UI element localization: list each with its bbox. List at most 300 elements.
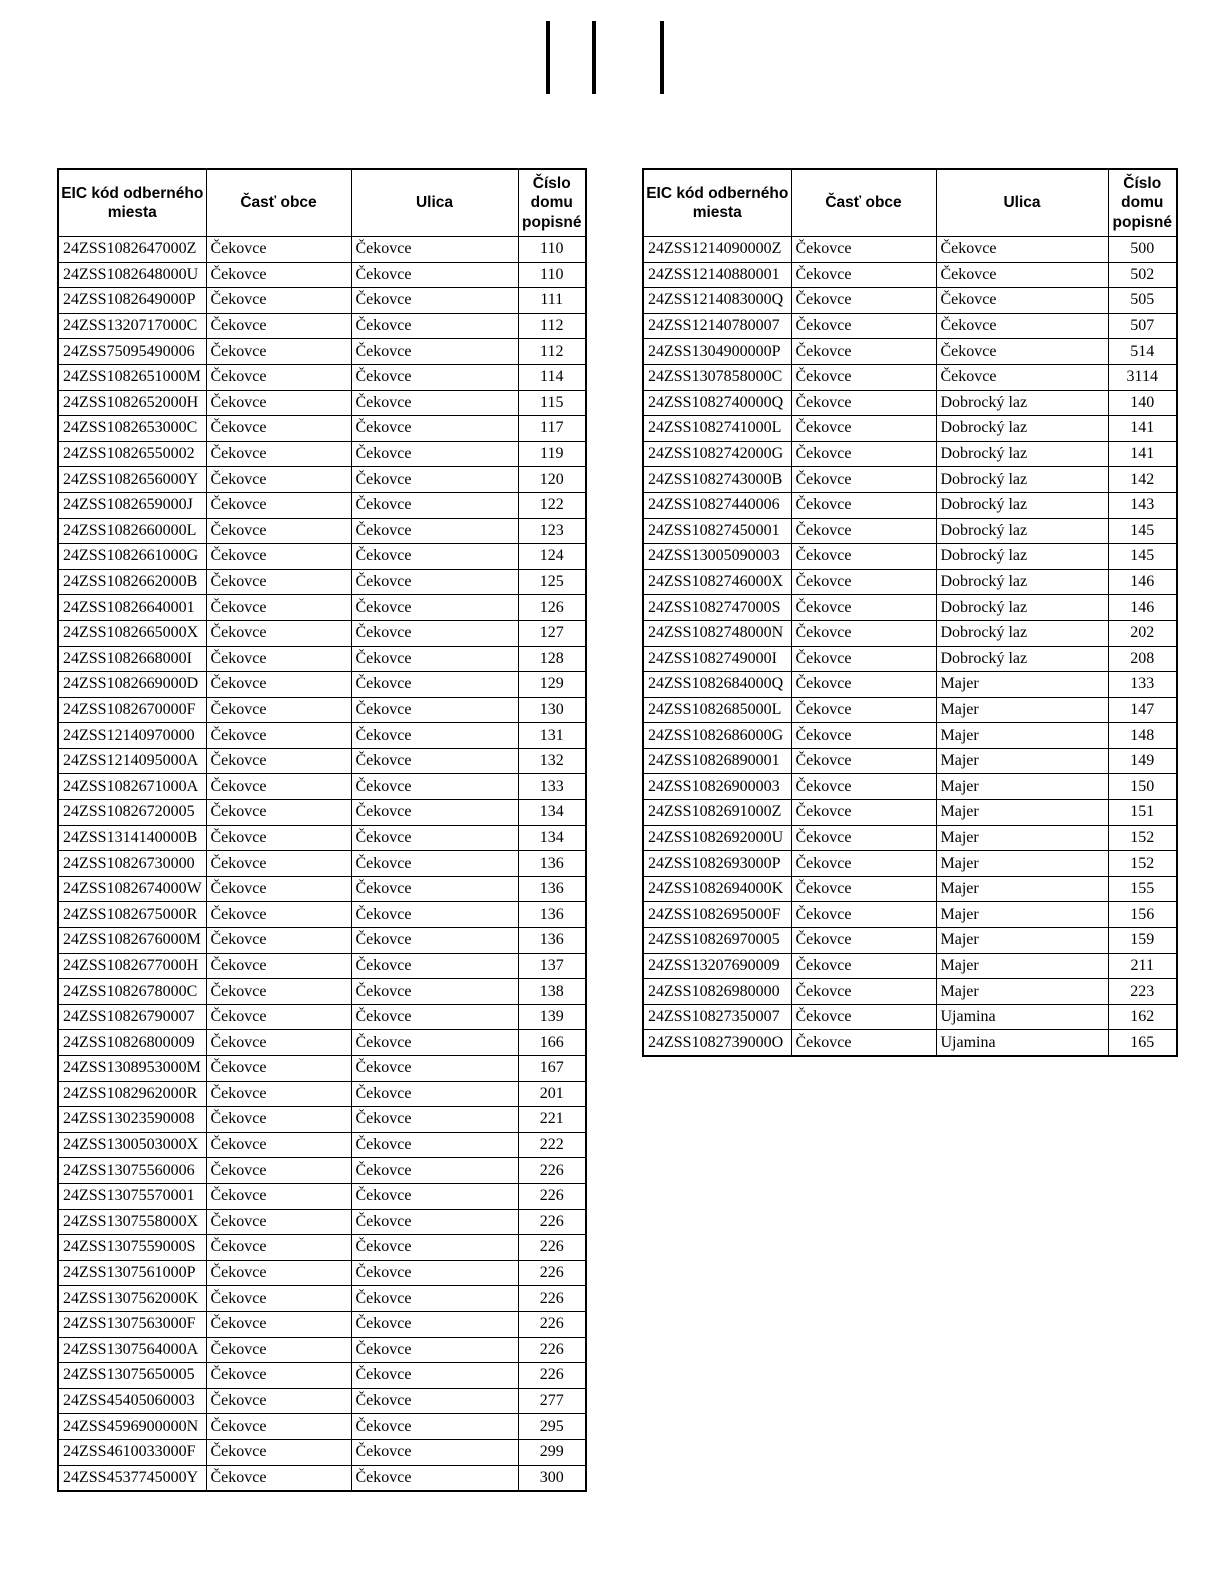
house-number-cell: 226 [518,1311,586,1337]
house-number-cell: 138 [518,979,586,1005]
eic-code-cell: 24ZSS10826730000 [58,851,206,877]
table-row [58,672,586,698]
street-cell: Čekovce [351,1235,518,1261]
eic-code-cell: 24ZSS1082677000H [58,953,206,979]
table-row [58,697,586,723]
eic-code-cell: 24ZSS13075560006 [58,1158,206,1184]
street-cell: Čekovce [936,237,1108,263]
eic-code-cell: 24ZSS1082693000P [643,851,791,877]
house-number-cell: 300 [518,1465,586,1491]
eic-code-cell: 24ZSS45405060003 [58,1388,206,1414]
street-cell: Majer [936,748,1108,774]
municipality-part-cell: Čekovce [791,928,936,954]
street-cell: Majer [936,876,1108,902]
house-number-cell: 134 [518,800,586,826]
eic-code-cell: 24ZSS10826800009 [58,1030,206,1056]
street-cell: Čekovce [936,262,1108,288]
eic-code-cell: 24ZSS1082653000C [58,416,206,442]
municipality-part-cell: Čekovce [206,569,351,595]
house-number-cell: 221 [518,1107,586,1133]
house-number-cell: 223 [1108,979,1177,1005]
eic-code-cell: 24ZSS1082669000D [58,672,206,698]
street-cell: Majer [936,825,1108,851]
municipality-part-cell: Čekovce [206,620,351,646]
street-cell: Čekovce [351,237,518,263]
eic-code-cell: 24ZSS1082740000Q [643,390,791,416]
municipality-part-cell: Čekovce [791,262,936,288]
house-number-cell: 110 [518,262,586,288]
municipality-part-cell: Čekovce [791,953,936,979]
street-cell: Majer [936,979,1108,1005]
table-row [643,262,1177,288]
table-row [643,390,1177,416]
house-number-cell: 136 [518,876,586,902]
municipality-part-cell: Čekovce [206,595,351,621]
eic-code-cell: 24ZSS10826900003 [643,774,791,800]
street-cell: Čekovce [351,1388,518,1414]
municipality-part-cell: Čekovce [791,697,936,723]
street-cell: Čekovce [351,467,518,493]
municipality-part-cell: Čekovce [206,1183,351,1209]
street-cell: Čekovce [351,518,518,544]
col-header-municipality-part: Časť obce [206,169,351,237]
eic-code-cell: 24ZSS10826640001 [58,595,206,621]
house-number-cell: 145 [1108,518,1177,544]
street-cell: Majer [936,928,1108,954]
eic-code-cell: 24ZSS1082671000A [58,774,206,800]
municipality-part-cell: Čekovce [206,825,351,851]
municipality-part-cell: Čekovce [206,723,351,749]
house-number-cell: 222 [518,1132,586,1158]
street-cell: Čekovce [351,1337,518,1363]
eic-code-cell: 24ZSS1082678000C [58,979,206,1005]
street-cell: Dobrocký laz [936,390,1108,416]
table-row [58,1311,586,1337]
street-cell: Majer [936,953,1108,979]
municipality-part-cell: Čekovce [791,748,936,774]
eic-code-cell: 24ZSS1320717000C [58,313,206,339]
municipality-part-cell: Čekovce [791,569,936,595]
street-cell: Čekovce [936,313,1108,339]
municipality-part-cell: Čekovce [206,1311,351,1337]
table-row [58,800,586,826]
eic-code-cell: 24ZSS1307858000C [643,364,791,390]
col-header-eic-code: EIC kód odberného miesta [643,169,791,237]
table-row [58,1286,586,1312]
table-row [58,518,586,544]
street-cell: Čekovce [351,1260,518,1286]
municipality-part-cell: Čekovce [206,1260,351,1286]
house-number-cell: 136 [518,851,586,877]
table-row [58,825,586,851]
table-row [58,1260,586,1286]
table-row [643,723,1177,749]
table-row [58,569,586,595]
eic-code-cell: 24ZSS1082962000R [58,1081,206,1107]
street-cell: Čekovce [351,620,518,646]
table-row [58,237,586,263]
table-row [58,313,586,339]
house-number-cell: 226 [518,1183,586,1209]
eic-code-cell: 24ZSS1082648000U [58,262,206,288]
eic-code-cell: 24ZSS1082662000B [58,569,206,595]
table-row [643,851,1177,877]
street-cell: Čekovce [936,339,1108,365]
municipality-part-cell: Čekovce [206,851,351,877]
municipality-part-cell: Čekovce [791,851,936,877]
municipality-part-cell: Čekovce [206,953,351,979]
table-row [58,339,586,365]
house-number-cell: 507 [1108,313,1177,339]
table-row [643,441,1177,467]
eic-code-cell: 24ZSS13207690009 [643,953,791,979]
eic-code-cell: 24ZSS10827450001 [643,518,791,544]
house-number-cell: 140 [1108,390,1177,416]
municipality-part-cell: Čekovce [206,748,351,774]
street-cell: Čekovce [351,441,518,467]
house-number-cell: 150 [1108,774,1177,800]
table-row [643,748,1177,774]
house-number-cell: 134 [518,825,586,851]
municipality-part-cell: Čekovce [206,1030,351,1056]
street-cell: Ujamina [936,1004,1108,1030]
municipality-part-cell: Čekovce [206,492,351,518]
street-cell: Čekovce [351,313,518,339]
eic-code-cell: 24ZSS13075570001 [58,1183,206,1209]
house-number-cell: 159 [1108,928,1177,954]
municipality-part-cell: Čekovce [791,1004,936,1030]
table-row [643,825,1177,851]
table-row [643,467,1177,493]
table-row [643,237,1177,263]
municipality-part-cell: Čekovce [206,1158,351,1184]
street-cell: Čekovce [351,1158,518,1184]
table-row [643,313,1177,339]
table-row [643,492,1177,518]
house-number-cell: 514 [1108,339,1177,365]
table-row [58,876,586,902]
municipality-part-cell: Čekovce [206,518,351,544]
eic-code-cell: 24ZSS1307563000F [58,1311,206,1337]
street-cell: Dobrocký laz [936,646,1108,672]
crop-mark [660,21,664,94]
municipality-part-cell: Čekovce [206,876,351,902]
street-cell: Čekovce [351,1465,518,1491]
eic-code-cell: 24ZSS12140880001 [643,262,791,288]
eic-code-cell: 24ZSS10826970005 [643,928,791,954]
table-row [58,723,586,749]
street-cell: Čekovce [351,416,518,442]
municipality-part-cell: Čekovce [206,441,351,467]
house-number-cell: 122 [518,492,586,518]
street-cell: Čekovce [351,800,518,826]
house-number-cell: 500 [1108,237,1177,263]
eic-code-cell: 24ZSS1082747000S [643,595,791,621]
street-cell: Majer [936,851,1108,877]
eic-code-cell: 24ZSS1304900000P [643,339,791,365]
street-cell: Ujamina [936,1030,1108,1056]
consumption-points-table-right [642,168,1178,1057]
municipality-part-cell: Čekovce [206,1465,351,1491]
table-row [58,262,586,288]
eic-code-cell: 24ZSS10826720005 [58,800,206,826]
eic-code-cell: 24ZSS1214083000Q [643,288,791,314]
municipality-part-cell: Čekovce [206,339,351,365]
eic-code-cell: 24ZSS10826890001 [643,748,791,774]
table-row [643,339,1177,365]
eic-code-cell: 24ZSS1082739000O [643,1030,791,1056]
table-row [58,620,586,646]
street-cell: Čekovce [351,825,518,851]
table-row [58,1004,586,1030]
col-header-municipality-part: Časť obce [791,169,936,237]
table-row [58,1363,586,1389]
table-row [643,364,1177,390]
street-cell: Čekovce [351,774,518,800]
table-row [643,416,1177,442]
house-number-cell: 137 [518,953,586,979]
municipality-part-cell: Čekovce [791,646,936,672]
table-row [643,646,1177,672]
street-cell: Čekovce [351,1439,518,1465]
municipality-part-cell: Čekovce [206,544,351,570]
consumption-points-table-left [57,168,587,1492]
eic-code-cell: 24ZSS10827440006 [643,492,791,518]
municipality-part-cell: Čekovce [791,441,936,467]
house-number-cell: 151 [1108,800,1177,826]
street-cell: Dobrocký laz [936,595,1108,621]
municipality-part-cell: Čekovce [791,467,936,493]
table-row [58,646,586,672]
eic-code-cell: 24ZSS1082656000Y [58,467,206,493]
eic-code-cell: 24ZSS1082665000X [58,620,206,646]
street-cell: Čekovce [351,569,518,595]
house-number-cell: 131 [518,723,586,749]
house-number-cell: 226 [518,1363,586,1389]
house-number-cell: 155 [1108,876,1177,902]
eic-code-cell: 24ZSS13075650005 [58,1363,206,1389]
municipality-part-cell: Čekovce [206,1056,351,1082]
table-row [58,416,586,442]
house-number-cell: 146 [1108,595,1177,621]
eic-code-cell: 24ZSS1307562000K [58,1286,206,1312]
municipality-part-cell: Čekovce [206,262,351,288]
street-cell: Čekovce [351,1056,518,1082]
house-number-cell: 226 [518,1158,586,1184]
municipality-part-cell: Čekovce [206,800,351,826]
street-cell: Čekovce [936,288,1108,314]
municipality-part-cell: Čekovce [206,1132,351,1158]
municipality-part-cell: Čekovce [206,1286,351,1312]
municipality-part-cell: Čekovce [791,313,936,339]
municipality-part-cell: Čekovce [206,672,351,698]
table-row [58,595,586,621]
municipality-part-cell: Čekovce [206,416,351,442]
municipality-part-cell: Čekovce [206,1337,351,1363]
street-cell: Čekovce [351,1311,518,1337]
eic-code-cell: 24ZSS12140780007 [643,313,791,339]
eic-code-cell: 24ZSS13005090003 [643,544,791,570]
municipality-part-cell: Čekovce [791,723,936,749]
table-row [643,595,1177,621]
house-number-cell: 130 [518,697,586,723]
eic-code-cell: 24ZSS1082647000Z [58,237,206,263]
street-cell: Čekovce [351,953,518,979]
street-cell: Čekovce [351,339,518,365]
house-number-cell: 142 [1108,467,1177,493]
house-number-cell: 125 [518,569,586,595]
street-cell: Čekovce [351,1209,518,1235]
street-cell: Majer [936,774,1108,800]
col-header-street: Ulica [351,169,518,237]
street-cell: Čekovce [351,1363,518,1389]
table-row [643,620,1177,646]
street-cell: Majer [936,800,1108,826]
municipality-part-cell: Čekovce [791,339,936,365]
table-row [643,902,1177,928]
municipality-part-cell: Čekovce [206,364,351,390]
eic-code-cell: 24ZSS75095490006 [58,339,206,365]
eic-code-cell: 24ZSS10826980000 [643,979,791,1005]
eic-code-cell: 24ZSS1082685000L [643,697,791,723]
street-cell: Dobrocký laz [936,492,1108,518]
municipality-part-cell: Čekovce [206,1235,351,1261]
house-number-cell: 226 [518,1337,586,1363]
street-cell: Čekovce [351,851,518,877]
table-row [58,953,586,979]
house-number-cell: 156 [1108,902,1177,928]
col-header-house-number: Číslo domu popisné [518,169,586,237]
eic-code-cell: 24ZSS1082660000L [58,518,206,544]
eic-code-cell: 24ZSS1082670000F [58,697,206,723]
house-number-cell: 3114 [1108,364,1177,390]
municipality-part-cell: Čekovce [791,774,936,800]
eic-code-cell: 24ZSS10827350007 [643,1004,791,1030]
municipality-part-cell: Čekovce [791,876,936,902]
eic-code-cell: 24ZSS1082684000Q [643,672,791,698]
street-cell: Majer [936,902,1108,928]
house-number-cell: 128 [518,646,586,672]
eic-code-cell: 24ZSS4596900000N [58,1414,206,1440]
street-cell: Čekovce [351,1107,518,1133]
municipality-part-cell: Čekovce [206,390,351,416]
house-number-cell: 201 [518,1081,586,1107]
house-number-cell: 110 [518,237,586,263]
street-cell: Čekovce [351,364,518,390]
table-row [58,1030,586,1056]
municipality-part-cell: Čekovce [206,928,351,954]
municipality-part-cell: Čekovce [206,1439,351,1465]
table-row [58,1439,586,1465]
street-cell: Dobrocký laz [936,544,1108,570]
eic-code-cell: 24ZSS1082686000G [643,723,791,749]
street-cell: Čekovce [351,1004,518,1030]
table-row [643,697,1177,723]
table-row [643,979,1177,1005]
house-number-cell: 202 [1108,620,1177,646]
house-number-cell: 112 [518,339,586,365]
table-row [58,544,586,570]
eic-code-cell: 24ZSS1082741000L [643,416,791,442]
municipality-part-cell: Čekovce [206,1209,351,1235]
street-cell: Čekovce [351,1183,518,1209]
municipality-part-cell: Čekovce [791,979,936,1005]
table-row [58,492,586,518]
street-cell: Čekovce [351,876,518,902]
table-row [643,544,1177,570]
house-number-cell: 133 [1108,672,1177,698]
table-row [58,1107,586,1133]
eic-code-cell: 24ZSS1307564000A [58,1337,206,1363]
eic-code-cell: 24ZSS1082743000B [643,467,791,493]
house-number-cell: 123 [518,518,586,544]
header-row [643,169,1177,237]
eic-code-cell: 24ZSS1214090000Z [643,237,791,263]
house-number-cell: 148 [1108,723,1177,749]
table-row [58,1081,586,1107]
municipality-part-cell: Čekovce [791,416,936,442]
street-cell: Dobrocký laz [936,569,1108,595]
municipality-part-cell: Čekovce [206,288,351,314]
table-row [58,441,586,467]
table-row [58,902,586,928]
municipality-part-cell: Čekovce [791,237,936,263]
table-row [643,288,1177,314]
table-row [643,800,1177,826]
table-row [58,1056,586,1082]
street-cell: Čekovce [351,544,518,570]
street-cell: Čekovce [351,979,518,1005]
municipality-part-cell: Čekovce [791,544,936,570]
municipality-part-cell: Čekovce [791,902,936,928]
house-number-cell: 149 [1108,748,1177,774]
table-row [643,1030,1177,1056]
table-row [58,1465,586,1491]
house-number-cell: 152 [1108,851,1177,877]
eic-code-cell: 24ZSS1214095000A [58,748,206,774]
municipality-part-cell: Čekovce [791,672,936,698]
eic-code-cell: 24ZSS10826790007 [58,1004,206,1030]
eic-code-cell: 24ZSS10826550002 [58,441,206,467]
street-cell: Dobrocký laz [936,441,1108,467]
municipality-part-cell: Čekovce [206,697,351,723]
municipality-part-cell: Čekovce [791,518,936,544]
house-number-cell: 124 [518,544,586,570]
house-number-cell: 505 [1108,288,1177,314]
municipality-part-cell: Čekovce [206,1388,351,1414]
eic-code-cell: 24ZSS12140970000 [58,723,206,749]
eic-code-cell: 24ZSS1082651000M [58,364,206,390]
eic-code-cell: 24ZSS1082659000J [58,492,206,518]
house-number-cell: 143 [1108,492,1177,518]
house-number-cell: 165 [1108,1030,1177,1056]
house-number-cell: 126 [518,595,586,621]
street-cell: Čekovce [936,364,1108,390]
eic-code-cell: 24ZSS1307558000X [58,1209,206,1235]
house-number-cell: 111 [518,288,586,314]
municipality-part-cell: Čekovce [206,1414,351,1440]
eic-code-cell: 24ZSS1082649000P [58,288,206,314]
table-row [58,1132,586,1158]
street-cell: Čekovce [351,928,518,954]
house-number-cell: 211 [1108,953,1177,979]
eic-code-cell: 24ZSS1082668000I [58,646,206,672]
municipality-part-cell: Čekovce [791,492,936,518]
street-cell: Majer [936,672,1108,698]
eic-code-cell: 24ZSS1082691000Z [643,800,791,826]
street-cell: Čekovce [351,1414,518,1440]
house-number-cell: 115 [518,390,586,416]
